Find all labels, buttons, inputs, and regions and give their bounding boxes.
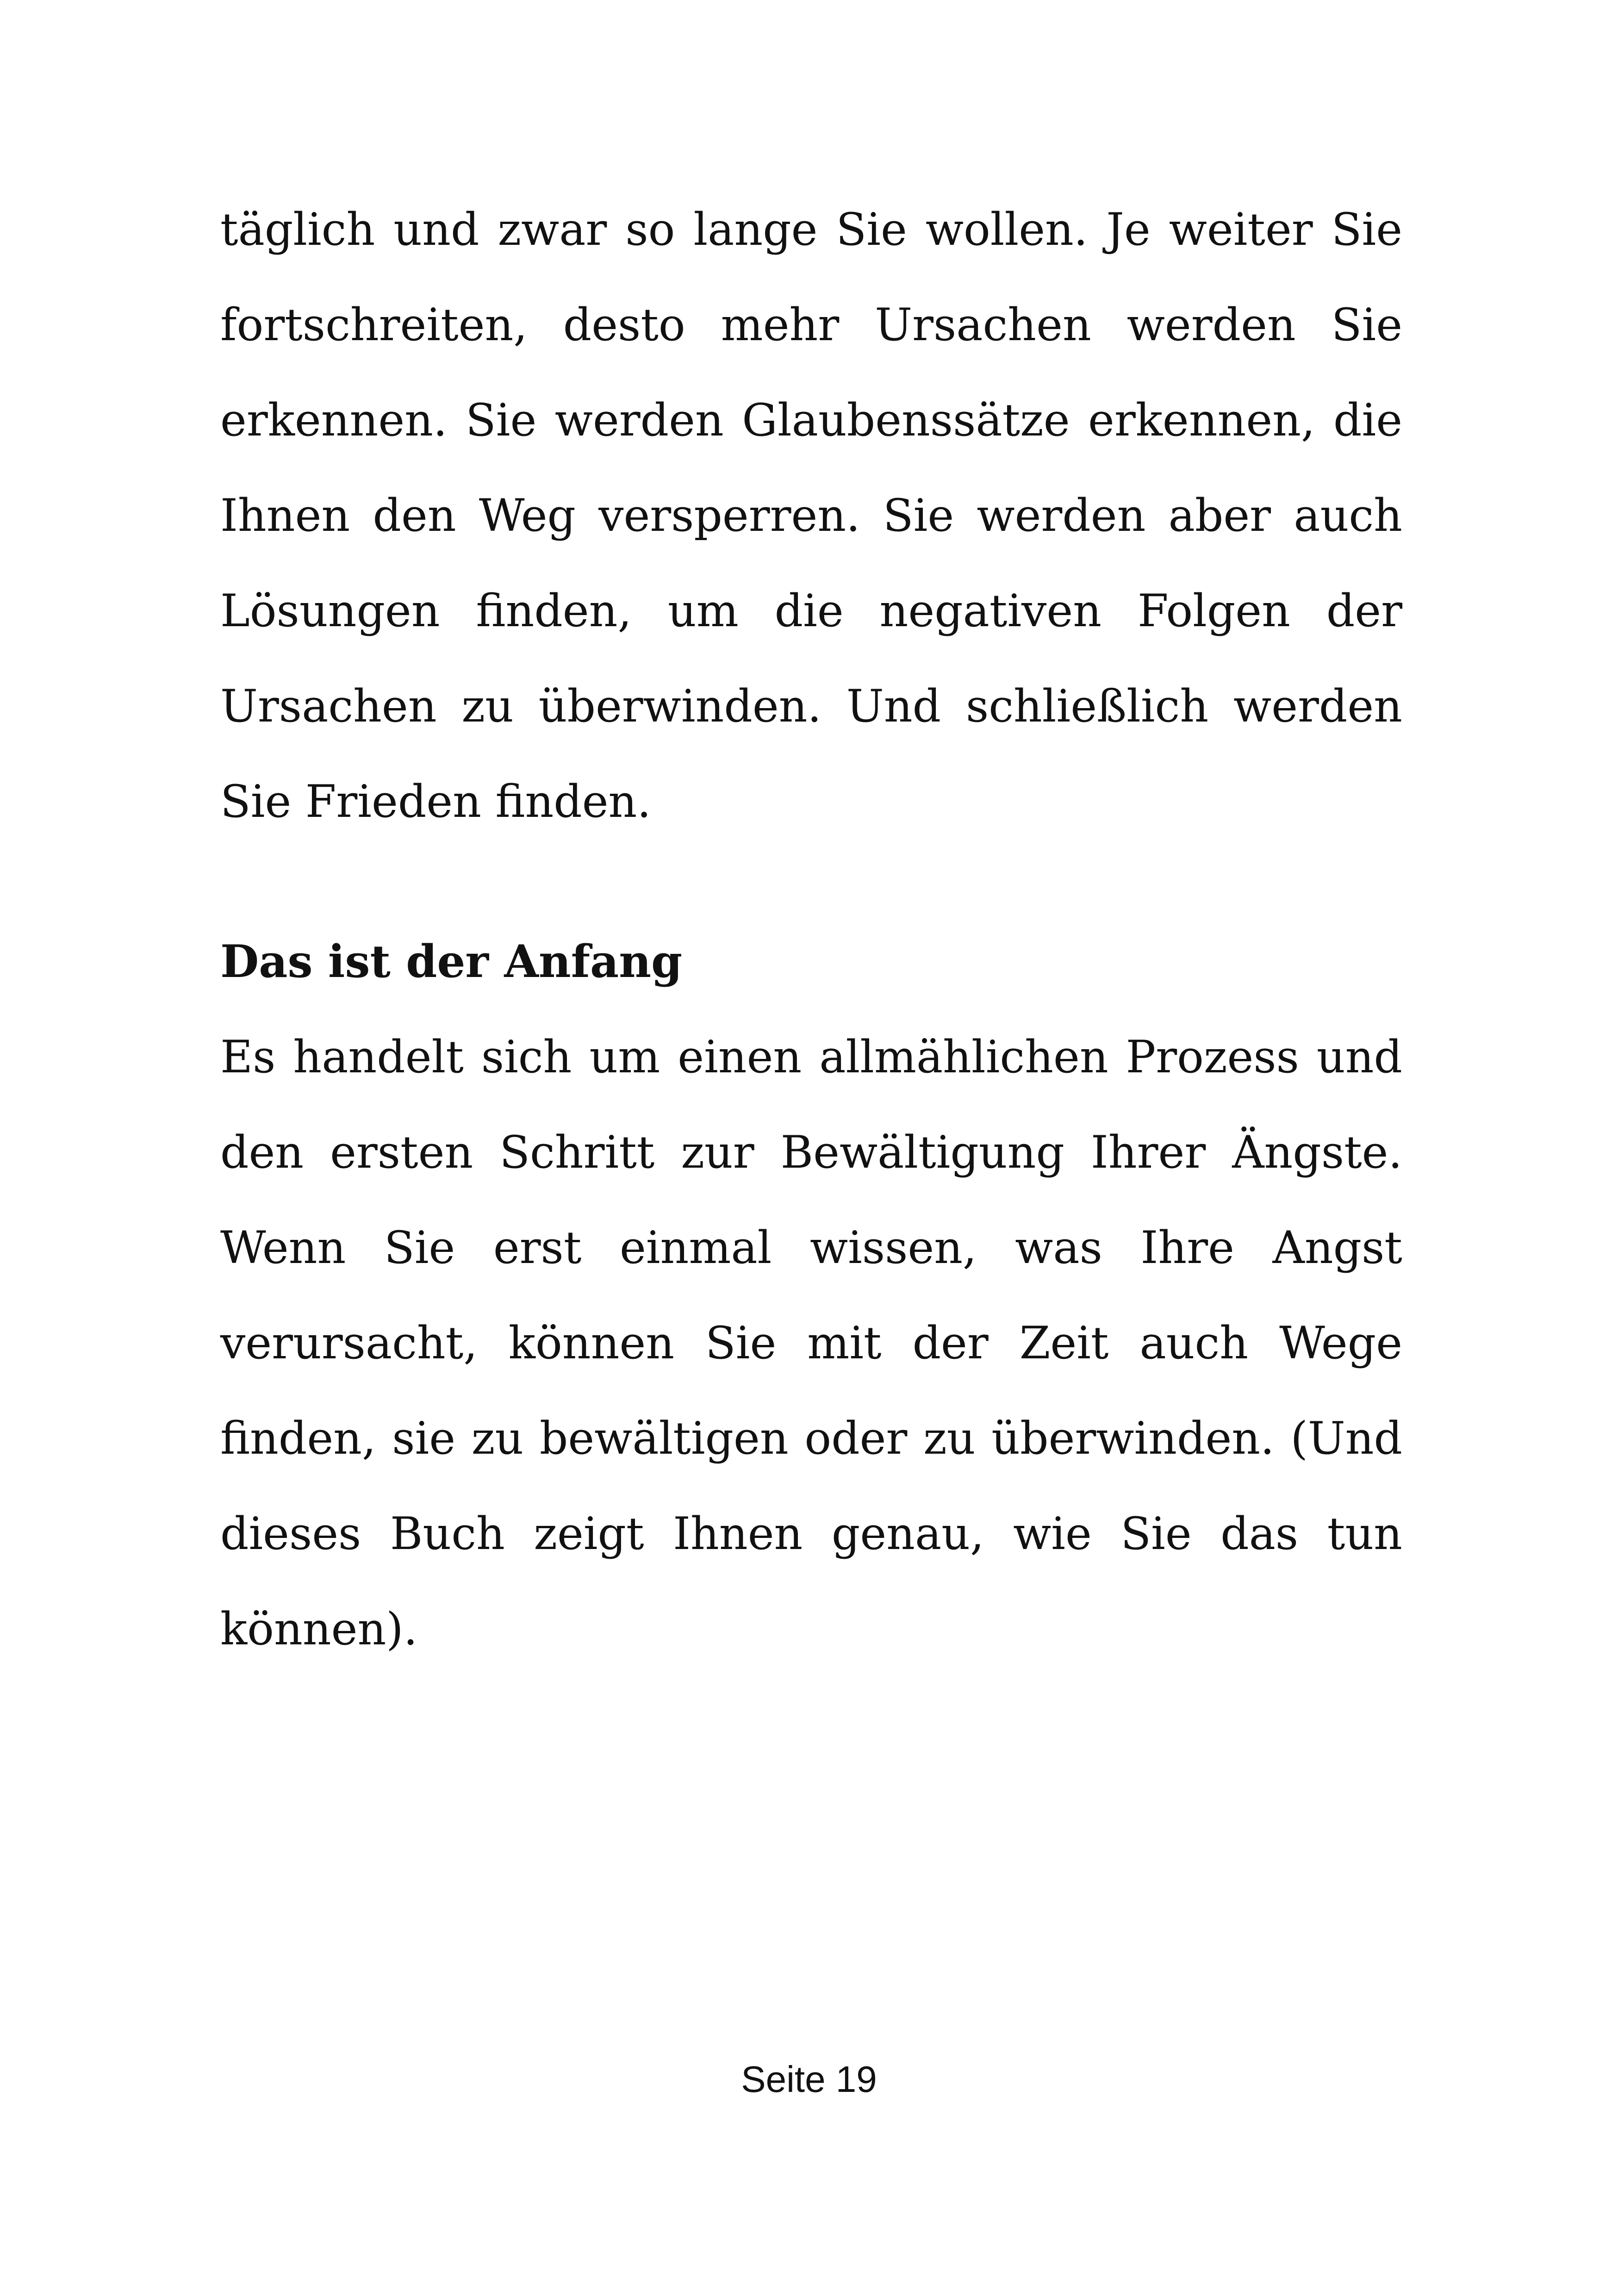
page-number: Seite 19 [741,2059,877,2100]
body-paragraph: Es handelt sich um einen allmählichen Prozess und den ersten Schritt zur Bewältigung Ihrer Ängste. Wenn Sie erst einmal wissen, was Ihre Angst verursacht, können Sie mit der Zeit auch Wege finden, sie zu bewältigen oder zu überwinden. (Und dieses Buch zeigt Ihnen genau, wie Sie das tun können). [220,1031,1402,1655]
body-paragraph: täglich und zwar so lange Sie wollen. Je weiter Sie fortschreiten, desto mehr Ursachen werden Sie erkennen. Sie werden Glaubenssätze erkennen, die Ihnen den Weg versperren. Sie werden aber auch Lösungen finden, um die negativen Folgen der Ursachen zu überwinden. Und schließlich werden Sie Frieden finden. [220,204,1402,828]
section-heading: Das ist der Anfang [220,935,683,988]
